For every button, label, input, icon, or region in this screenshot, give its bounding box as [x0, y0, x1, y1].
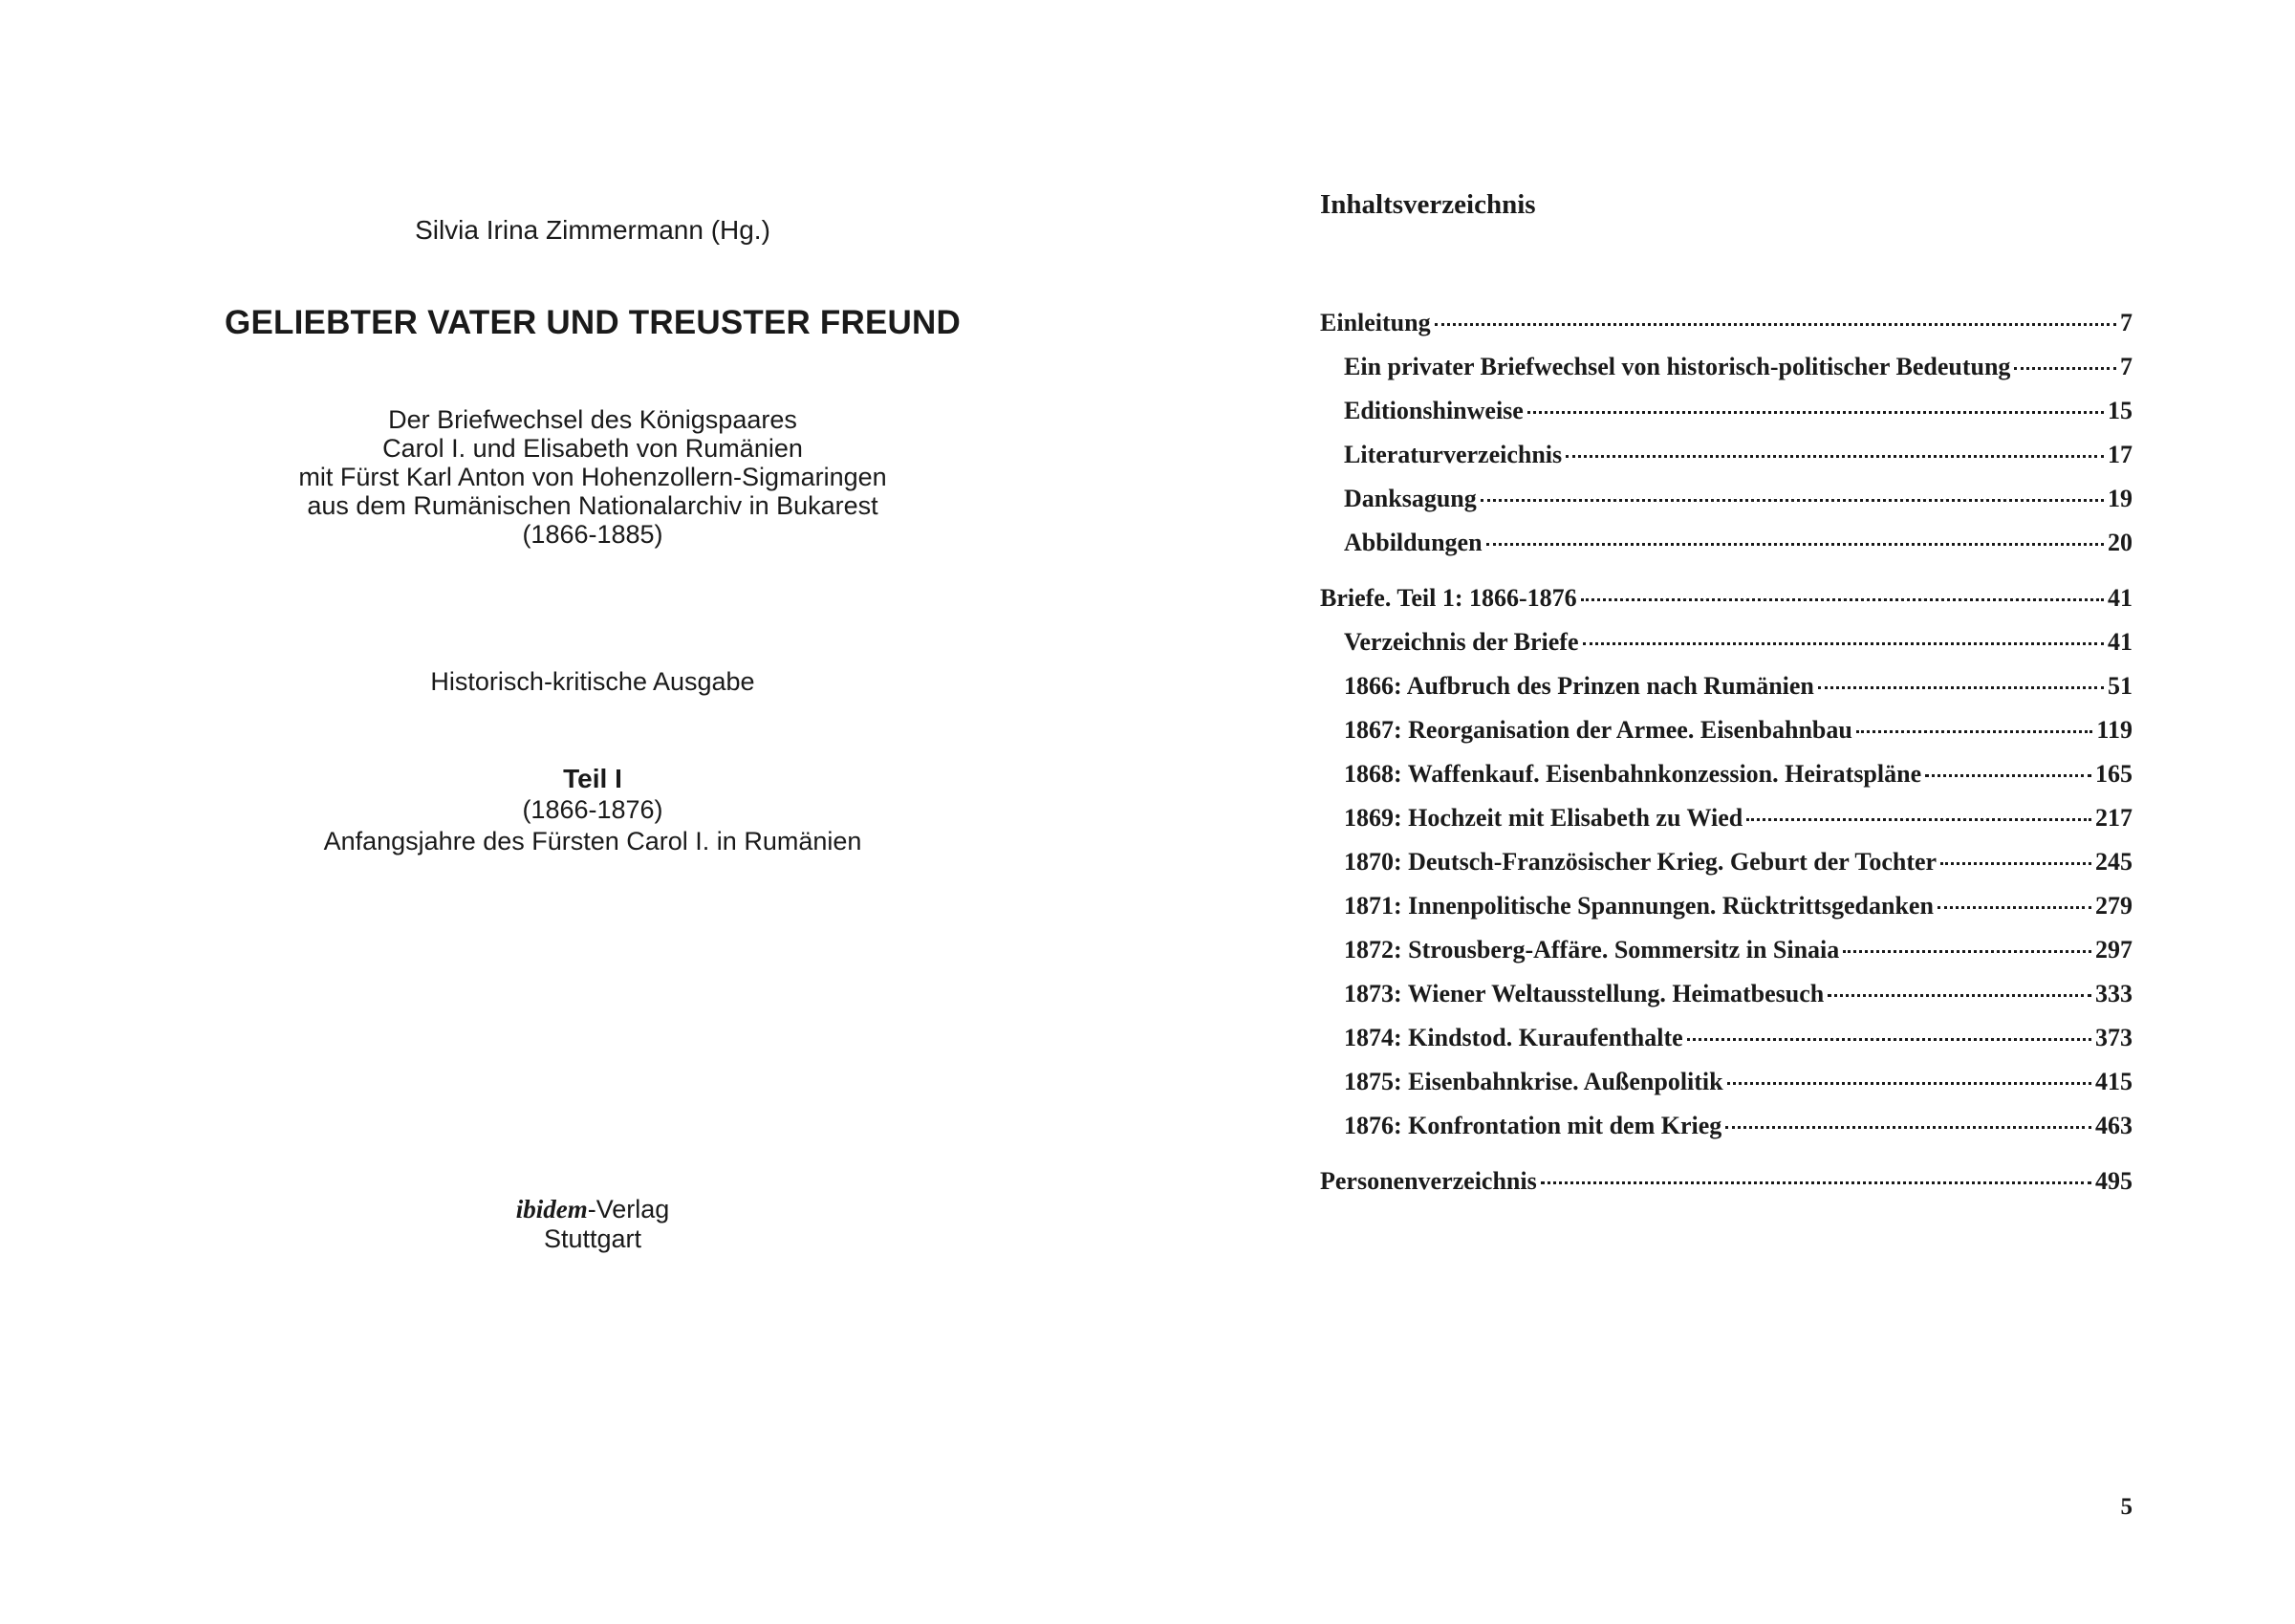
- toc-entry-label: 1868: Waffenkauf. Eisenbahnkonzession. Heiratspläne: [1344, 760, 1922, 788]
- toc-entry-page: 297: [2095, 936, 2133, 964]
- dot-leader: [1725, 1126, 2091, 1129]
- toc-entry-page: 119: [2096, 716, 2133, 744]
- toc-entry-label: 1873: Wiener Weltausstellung. Heimatbesuch: [1344, 980, 1825, 1007]
- toc-entry-label: Literaturverzeichnis: [1344, 441, 1563, 468]
- toc-entry-page: 415: [2095, 1068, 2133, 1095]
- toc-entry-label: 1871: Innenpolitische Spannungen. Rücktrittsgedanken: [1344, 892, 1934, 920]
- table-of-contents: [1320, 309, 2133, 1223]
- toc-subentry: [1320, 485, 2133, 529]
- toc-entry-page: 7: [2120, 353, 2133, 380]
- dot-leader: [1481, 499, 2104, 502]
- toc-entry-label: 1874: Kindstod. Kuraufenthalte: [1344, 1024, 1683, 1051]
- toc-entry-page: 495: [2095, 1167, 2133, 1195]
- dot-leader: [1583, 642, 2105, 645]
- publisher-name-italic: ibidem: [515, 1195, 588, 1223]
- toc-subentry: [1320, 1112, 2133, 1156]
- toc-entry-page: 19: [2108, 485, 2133, 512]
- toc-subentry: [1320, 529, 2133, 573]
- toc-subentry: [1320, 628, 2133, 672]
- toc-entry-label: 1875: Eisenbahnkrise. Außenpolitik: [1344, 1068, 1723, 1095]
- toc-entry-label: 1876: Konfrontation mit dem Krieg: [1344, 1112, 1722, 1139]
- toc-entry-page: 17: [2108, 441, 2133, 468]
- part-years: (1866-1876): [522, 795, 663, 824]
- toc-entry: [1320, 584, 2133, 628]
- toc-entry-label: Einleitung: [1320, 309, 1431, 336]
- dot-leader: [1940, 862, 2091, 865]
- toc-entry-label: 1869: Hochzeit mit Elisabeth zu Wied: [1344, 804, 1743, 832]
- right-page: [1195, 0, 2295, 1624]
- subtitle-line: aus dem Rumänischen Nationalarchiv in Bukarest: [307, 491, 878, 520]
- toc-subentry: [1320, 353, 2133, 397]
- toc-entry-label: Personenverzeichnis: [1320, 1167, 1537, 1195]
- dot-leader: [1486, 543, 2104, 546]
- toc-entry-label: 1866: Aufbruch des Prinzen nach Rumänien: [1344, 672, 1814, 700]
- toc-subentry: [1320, 760, 2133, 804]
- publisher-name: [134, 1195, 1051, 1224]
- dot-leader: [1581, 598, 2104, 601]
- toc-subentry: [1320, 441, 2133, 485]
- dot-leader: [1843, 950, 2091, 953]
- publisher-block: [134, 1195, 1051, 1254]
- toc-subentry: [1320, 1068, 2133, 1112]
- dot-leader: [1541, 1181, 2091, 1184]
- toc-entry-label: Ein privater Briefwechsel von historisch-politischer Bedeutung: [1344, 353, 2011, 380]
- toc-entry: [1320, 309, 2133, 353]
- dot-leader: [1856, 730, 2093, 733]
- subtitle-line: mit Fürst Karl Anton von Hohenzollern-Sigmaringen: [298, 463, 887, 491]
- toc-entry-page: 333: [2095, 980, 2133, 1007]
- toc-entry-page: 165: [2095, 760, 2133, 788]
- toc-entry-page: 7: [2120, 309, 2133, 336]
- toc-subentry: [1320, 1024, 2133, 1068]
- toc-entry-label: 1870: Deutsch-Französischer Krieg. Geburt der Tochter: [1344, 848, 1938, 876]
- book-title: GELIEBTER VATER UND TREUSTER FREUND: [225, 304, 961, 341]
- toc-entry-page: 41: [2108, 584, 2133, 612]
- toc-entry-page: 373: [2095, 1024, 2133, 1051]
- toc-entry-label: Danksagung: [1344, 485, 1477, 512]
- edition-type: Historisch-kritische Ausgabe: [430, 667, 755, 696]
- toc-entry-label: Editionshinweise: [1344, 397, 1524, 424]
- toc-entry-page: 217: [2095, 804, 2133, 832]
- toc-group: [1320, 584, 2133, 1156]
- dot-leader: [1435, 323, 2116, 326]
- publisher-city: Stuttgart: [543, 1224, 642, 1253]
- toc-subentry: [1320, 936, 2133, 980]
- dot-leader: [1746, 818, 2091, 821]
- subtitle-line: Carol I. und Elisabeth von Rumänien: [382, 434, 803, 463]
- toc-heading: Inhaltsverzeichnis: [1320, 189, 1536, 220]
- toc-entry: [1320, 1167, 2133, 1211]
- dot-leader: [1938, 906, 2091, 909]
- toc-subentry: [1320, 980, 2133, 1024]
- toc-entry-label: Abbildungen: [1344, 529, 1483, 556]
- page-number: 5: [2120, 1494, 2133, 1520]
- toc-entry-page: 41: [2108, 628, 2133, 656]
- part-subtitle: Anfangsjahre des Fürsten Carol I. in Rumänien: [323, 827, 862, 855]
- subtitle-line: Der Briefwechsel des Königspaares: [388, 405, 797, 434]
- dot-leader: [1527, 411, 2104, 414]
- toc-entry-page: 279: [2095, 892, 2133, 920]
- part-title: Teil I: [563, 764, 622, 793]
- toc-entry-label: Briefe. Teil 1: 1866-1876: [1320, 584, 1577, 612]
- dot-leader: [1687, 1038, 2091, 1041]
- toc-entry-page: 463: [2095, 1112, 2133, 1139]
- dot-leader: [1566, 455, 2104, 458]
- toc-subentry: [1320, 804, 2133, 848]
- toc-entry-page: 51: [2108, 672, 2133, 700]
- part-block: [134, 763, 1051, 857]
- toc-group: [1320, 309, 2133, 573]
- toc-subentry: [1320, 848, 2133, 892]
- toc-entry-page: 245: [2095, 848, 2133, 876]
- dot-leader: [1818, 686, 2104, 689]
- publisher-name-suffix: -Verlag: [587, 1195, 670, 1223]
- toc-subentry: [1320, 672, 2133, 716]
- toc-subentry: [1320, 716, 2133, 760]
- dot-leader: [1828, 994, 2091, 997]
- editor-name: Silvia Irina Zimmermann (Hg.): [415, 215, 770, 245]
- dot-leader: [1925, 774, 2091, 777]
- subtitle-line: (1866-1885): [522, 520, 663, 549]
- toc-entry-label: Verzeichnis der Briefe: [1344, 628, 1579, 656]
- book-subtitle: [134, 405, 1051, 549]
- toc-entry-page: 15: [2108, 397, 2133, 424]
- toc-entry-label: 1867: Reorganisation der Armee. Eisenbahnbau: [1344, 716, 1852, 744]
- dot-leader: [2014, 367, 2116, 370]
- toc-subentry: [1320, 892, 2133, 936]
- dot-leader: [1727, 1082, 2091, 1085]
- toc-subentry: [1320, 397, 2133, 441]
- toc-entry-page: 20: [2108, 529, 2133, 556]
- toc-group: [1320, 1167, 2133, 1211]
- toc-entry-label: 1872: Strousberg-Affäre. Sommersitz in Sinaia: [1344, 936, 1840, 964]
